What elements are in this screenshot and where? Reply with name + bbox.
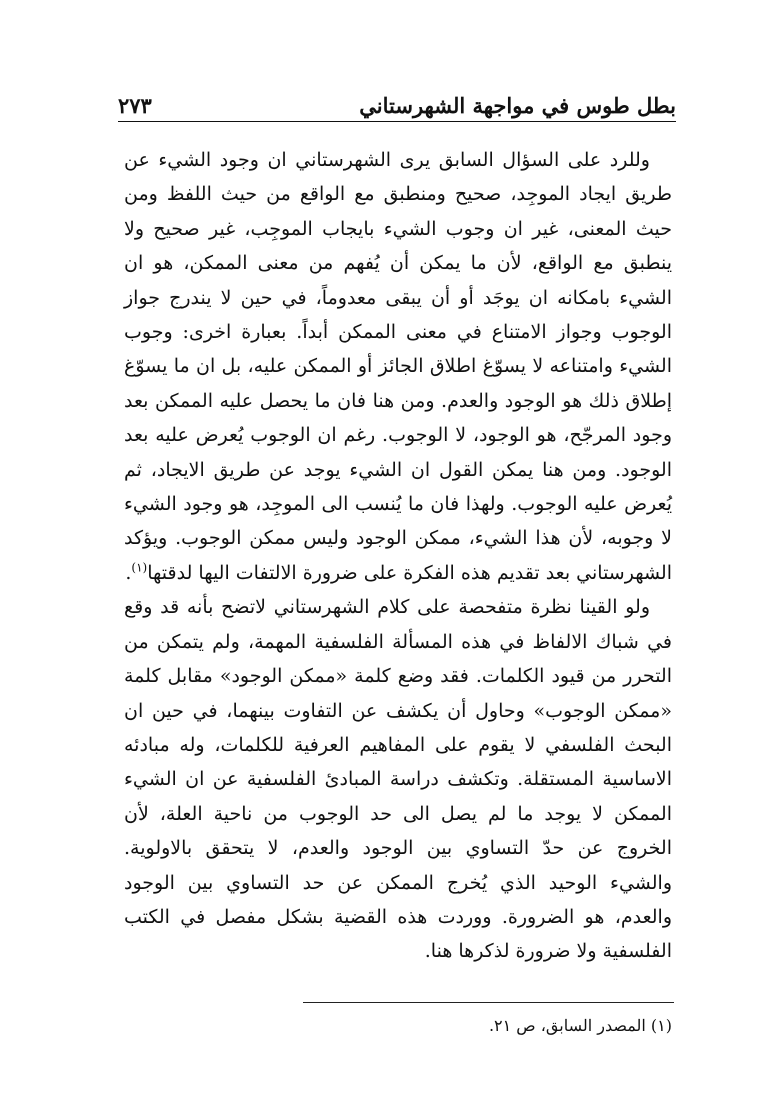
footnote: (١) المصدر السابق، ص ٢١. — [488, 1016, 672, 1035]
paragraph-1 — [124, 143, 672, 590]
header-divider — [118, 121, 676, 122]
page-number: ٢٧٣ — [118, 93, 152, 118]
paragraph-2-text: ولو القينا نظرة متفحصة على كلام الشهرستاني لاتضح بأنه قد وقع في شباك الالفاظ في هذه المسألة الفلسفية المهمة، ولم يتمكن من التحرر من قيود الكلمات. فقد وضع كلمة «ممكن الوجود» مقابل كلمة «ممكن الوجوب» وحاول أن يكشف عن التفاوت بينهما، في حين ان البحث الفلسفي لا يقوم على المفاهيم العرفية للكلمات، وله مبادئه الاساسية المستقلة. وتكشف دراسة المبادئ الفلسفية عن ان الشيء الممكن لا يوجد ما لم يصل الى حد الوجوب من ناحية العلة، لأن الخروج عن حدّ التساوي بين الوجود والعدم، لا يتحقق بالاولوية. والشيء الوحيد الذي يُخرج الممكن عن حد التساوي بين الوجود والعدم، هو الضرورة. ووردت هذه القضية بشكل مفصل في الكتب الفلسفية ولا ضرورة لذكرها هنا. — [124, 596, 672, 963]
main-text — [124, 143, 672, 969]
footnote-divider — [303, 1002, 674, 1003]
footnote-reference: (١) — [131, 560, 148, 575]
paragraph-2 — [124, 590, 672, 968]
page-header — [118, 84, 676, 118]
paragraph-1-text: وللرد على السؤال السابق يرى الشهرستاني ان وجود الشيء عن طريق ايجاد الموجِد، صحيح ومنطبق مع الواقع من حيث اللفظ ومن حيث المعنى، غير ان وجوب الشيء بايجاب الموجِب، غير صحيح ولا ينطبق مع الواقع، لأن ما يمكن أن يُفهم من معنى الممكن، هو ان الشيء بامكانه ان يوجَد أو أن يبقى معدوماً، في حين لا يندرج جواز الوجوب وجواز الامتناع في معنى الممكن أبداً. بعبارة اخرى: وجوب الشيء وامتناعه لا يسوّغ اطلاق الجائز أو الممكن عليه، بل ان ما يسوّغ إطلاق ذلك هو الوجود والعدم. ومن هنا فان ما يحصل عليه الممكن بعد وجود المرجّح، هو الوجود، لا الوجوب. رغم ان الوجوب يُعرض عليه بعد الوجود. ومن هنا يمكن القول ان الشيء يوجد عن طريق الايجاد، ثم يُعرض عليه الوجوب. ولهذا فان ما يُنسب الى الموجِد، هو وجود الشيء لا وجوبه، لأن هذا الشيء، ممكن الوجود وليس ممكن الوجوب. ويؤكد الشهرستاني بعد تقديم هذه الفكرة على ضرورة الالتفات اليها لدقتها — [124, 149, 672, 584]
running-title: بطل طوس في مواجهة الشهرستاني — [359, 93, 676, 118]
paragraph-1-end: . — [125, 561, 132, 584]
